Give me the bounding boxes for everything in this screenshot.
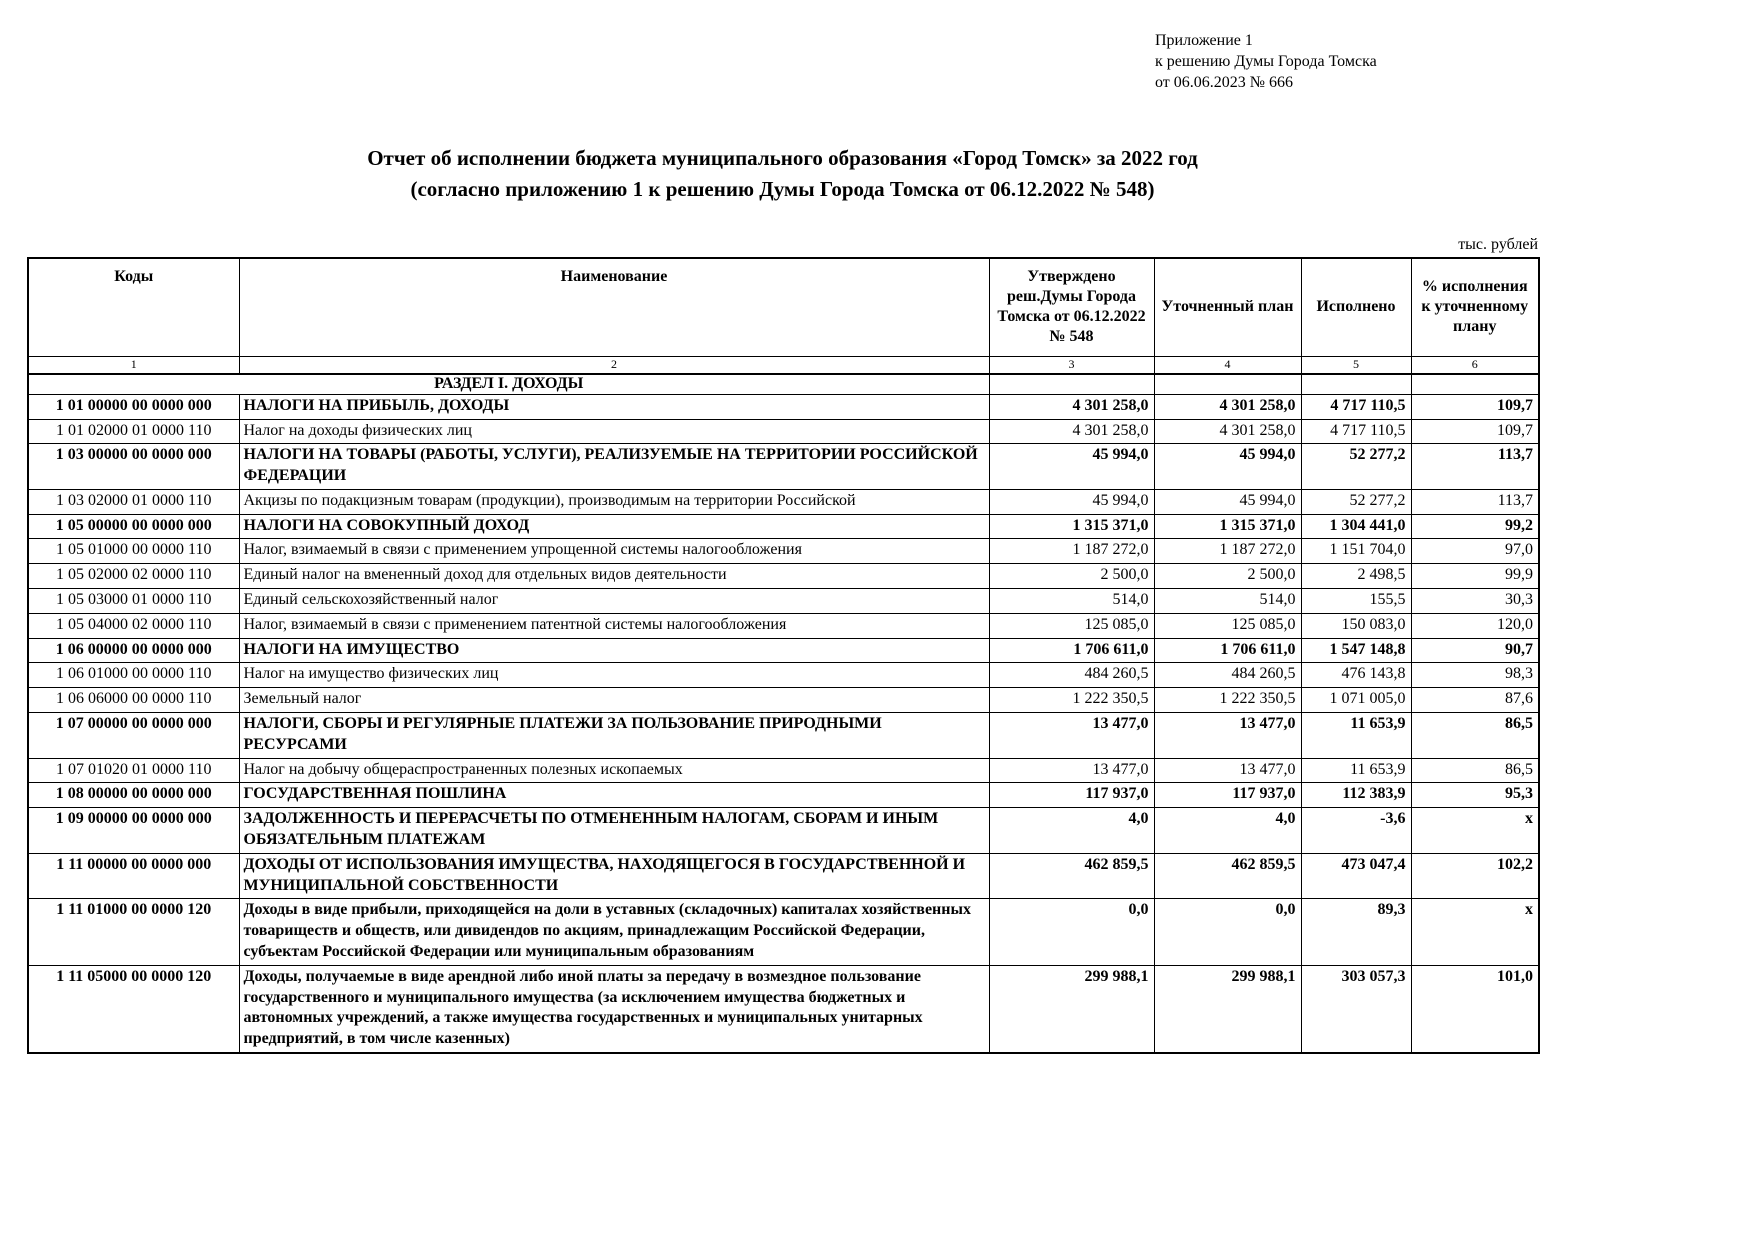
table-body bbox=[28, 394, 1539, 1053]
row-approved-cell: 1 222 350,5 bbox=[989, 688, 1154, 713]
table-row bbox=[28, 514, 1539, 539]
row-executed-cell: 1 071 005,0 bbox=[1301, 688, 1411, 713]
row-percent-cell: 30,3 bbox=[1411, 589, 1539, 614]
col-number-1: 1 bbox=[28, 356, 239, 374]
appendix-note bbox=[1155, 0, 1538, 93]
table-row bbox=[28, 394, 1539, 419]
row-approved-cell: 462 859,5 bbox=[989, 853, 1154, 899]
row-percent-cell: 90,7 bbox=[1411, 638, 1539, 663]
row-name-cell: Доходы, получаемые в виде арендной либо иной платы за передачу в возмездное пользование государственного и муниципального имущества (за исключением имущества бюджетных и автономных учреждений, а также имущества государственных и муниципальных унитарных предприятий, в том числе казенных) bbox=[239, 965, 989, 1053]
row-name-cell: Доходы в виде прибыли, приходящейся на доли в уставных (складочных) капиталах хозяйственных товариществ и обществ, или дивидендов по акциям, принадлежащим Российской Федерации, субъектам Российской Федерации или муниципальным образованиям bbox=[239, 899, 989, 965]
table-row bbox=[28, 758, 1539, 783]
row-approved-cell: 484 260,5 bbox=[989, 663, 1154, 688]
col-header-approved: Утверждено реш.Думы Города Томска от 06.12.2022 № 548 bbox=[989, 258, 1154, 356]
row-name-cell: НАЛОГИ НА ИМУЩЕСТВО bbox=[239, 638, 989, 663]
row-percent-cell: 99,2 bbox=[1411, 514, 1539, 539]
row-plan-cell: 1 315 371,0 bbox=[1154, 514, 1301, 539]
section-empty-cell bbox=[989, 374, 1154, 394]
row-plan-cell: 4 301 258,0 bbox=[1154, 394, 1301, 419]
row-percent-cell: 98,3 bbox=[1411, 663, 1539, 688]
row-plan-cell: 462 859,5 bbox=[1154, 853, 1301, 899]
row-plan-cell: 514,0 bbox=[1154, 589, 1301, 614]
row-approved-cell: 45 994,0 bbox=[989, 489, 1154, 514]
row-code-cell: 1 08 00000 00 0000 000 bbox=[28, 783, 239, 808]
row-plan-cell: 484 260,5 bbox=[1154, 663, 1301, 688]
row-plan-cell: 45 994,0 bbox=[1154, 444, 1301, 490]
row-percent-cell: 95,3 bbox=[1411, 783, 1539, 808]
appendix-note-line-1: Приложение 1 bbox=[1155, 32, 1253, 49]
table-row bbox=[28, 564, 1539, 589]
report-title-line-1: Отчет об исполнении бюджета муниципального образования «Город Томск» за 2022 год bbox=[367, 146, 1198, 171]
row-name-cell: ЗАДОЛЖЕННОСТЬ И ПЕРЕРАСЧЕТЫ ПО ОТМЕНЕННЫМ НАЛОГАМ, СБОРАМ И ИНЫМ ОБЯЗАТЕЛЬНЫМ ПЛАТЕЖАМ bbox=[239, 808, 989, 854]
row-executed-cell: 150 083,0 bbox=[1301, 613, 1411, 638]
table-row bbox=[28, 638, 1539, 663]
row-code-cell: 1 06 00000 00 0000 000 bbox=[28, 638, 239, 663]
row-executed-cell: 89,3 bbox=[1301, 899, 1411, 965]
report-title bbox=[27, 143, 1538, 204]
col-header-name: Наименование bbox=[239, 258, 989, 356]
section-empty-cell bbox=[1301, 374, 1411, 394]
row-executed-cell: 1 547 148,8 bbox=[1301, 638, 1411, 663]
row-code-cell: 1 06 06000 00 0000 110 bbox=[28, 688, 239, 713]
col-number-4: 4 bbox=[1154, 356, 1301, 374]
row-plan-cell: 1 187 272,0 bbox=[1154, 539, 1301, 564]
row-approved-cell: 2 500,0 bbox=[989, 564, 1154, 589]
table-row bbox=[28, 444, 1539, 490]
row-name-cell: Налог на добычу общераспространенных полезных ископаемых bbox=[239, 758, 989, 783]
row-plan-cell: 1 222 350,5 bbox=[1154, 688, 1301, 713]
row-approved-cell: 13 477,0 bbox=[989, 758, 1154, 783]
row-approved-cell: 1 187 272,0 bbox=[989, 539, 1154, 564]
col-number-5: 5 bbox=[1301, 356, 1411, 374]
row-approved-cell: 1 315 371,0 bbox=[989, 514, 1154, 539]
row-percent-cell: 102,2 bbox=[1411, 853, 1539, 899]
col-header-percent: % исполнения к уточненному плану bbox=[1411, 258, 1539, 356]
row-code-cell: 1 01 02000 01 0000 110 bbox=[28, 419, 239, 444]
row-approved-cell: 117 937,0 bbox=[989, 783, 1154, 808]
row-name-cell: Земельный налог bbox=[239, 688, 989, 713]
row-approved-cell: 4,0 bbox=[989, 808, 1154, 854]
row-plan-cell: 117 937,0 bbox=[1154, 783, 1301, 808]
table-row bbox=[28, 899, 1539, 965]
row-approved-cell: 4 301 258,0 bbox=[989, 419, 1154, 444]
appendix-note-line-2: к решению Думы Города Томска bbox=[1155, 53, 1377, 71]
row-executed-cell: 112 383,9 bbox=[1301, 783, 1411, 808]
col-header-plan: Уточненный план bbox=[1154, 258, 1301, 356]
table-header-row bbox=[28, 258, 1539, 356]
row-percent-cell: 87,6 bbox=[1411, 688, 1539, 713]
row-name-cell: Налог, взимаемый в связи с применением упрощенной системы налогообложения bbox=[239, 539, 989, 564]
row-plan-cell: 45 994,0 bbox=[1154, 489, 1301, 514]
row-executed-cell: 11 653,9 bbox=[1301, 713, 1411, 759]
table-row bbox=[28, 419, 1539, 444]
row-plan-cell: 2 500,0 bbox=[1154, 564, 1301, 589]
budget-report-table bbox=[27, 257, 1540, 1054]
section-title: РАЗДЕЛ I. ДОХОДЫ bbox=[28, 374, 989, 394]
row-name-cell: НАЛОГИ НА ТОВАРЫ (РАБОТЫ, УСЛУГИ), РЕАЛИЗУЕМЫЕ НА ТЕРРИТОРИИ РОССИЙСКОЙ ФЕДЕРАЦИИ bbox=[239, 444, 989, 490]
col-header-codes: Коды bbox=[28, 258, 239, 356]
table-row bbox=[28, 965, 1539, 1053]
content-area bbox=[27, 0, 1538, 1054]
row-code-cell: 1 05 04000 02 0000 110 bbox=[28, 613, 239, 638]
row-executed-cell: 11 653,9 bbox=[1301, 758, 1411, 783]
units-label: тыс. рублей bbox=[1458, 236, 1538, 254]
row-code-cell: 1 06 01000 00 0000 110 bbox=[28, 663, 239, 688]
col-number-2: 2 bbox=[239, 356, 989, 374]
row-code-cell: 1 09 00000 00 0000 000 bbox=[28, 808, 239, 854]
row-executed-cell: 52 277,2 bbox=[1301, 444, 1411, 490]
row-percent-cell: 101,0 bbox=[1411, 965, 1539, 1053]
row-percent-cell: 86,5 bbox=[1411, 758, 1539, 783]
row-approved-cell: 514,0 bbox=[989, 589, 1154, 614]
row-executed-cell: 52 277,2 bbox=[1301, 489, 1411, 514]
table-row bbox=[28, 808, 1539, 854]
table-row bbox=[28, 663, 1539, 688]
row-executed-cell: 4 717 110,5 bbox=[1301, 394, 1411, 419]
table-row bbox=[28, 489, 1539, 514]
row-code-cell: 1 05 03000 01 0000 110 bbox=[28, 589, 239, 614]
row-code-cell: 1 03 02000 01 0000 110 bbox=[28, 489, 239, 514]
row-executed-cell: 4 717 110,5 bbox=[1301, 419, 1411, 444]
row-name-cell: ГОСУДАРСТВЕННАЯ ПОШЛИНА bbox=[239, 783, 989, 808]
row-percent-cell: 86,5 bbox=[1411, 713, 1539, 759]
row-percent-cell: 120,0 bbox=[1411, 613, 1539, 638]
row-executed-cell: 303 057,3 bbox=[1301, 965, 1411, 1053]
row-code-cell: 1 11 01000 00 0000 120 bbox=[28, 899, 239, 965]
row-code-cell: 1 03 00000 00 0000 000 bbox=[28, 444, 239, 490]
row-code-cell: 1 11 05000 00 0000 120 bbox=[28, 965, 239, 1053]
row-percent-cell: x bbox=[1411, 899, 1539, 965]
row-percent-cell: 109,7 bbox=[1411, 419, 1539, 444]
table-row bbox=[28, 783, 1539, 808]
row-plan-cell: 1 706 611,0 bbox=[1154, 638, 1301, 663]
row-executed-cell: 476 143,8 bbox=[1301, 663, 1411, 688]
row-approved-cell: 13 477,0 bbox=[989, 713, 1154, 759]
row-percent-cell: 109,7 bbox=[1411, 394, 1539, 419]
row-name-cell: ДОХОДЫ ОТ ИСПОЛЬЗОВАНИЯ ИМУЩЕСТВА, НАХОДЯЩЕГОСЯ В ГОСУДАРСТВЕННОЙ И МУНИЦИПАЛЬНОЙ СОБСТВЕННОСТИ bbox=[239, 853, 989, 899]
row-percent-cell: 97,0 bbox=[1411, 539, 1539, 564]
row-code-cell: 1 07 00000 00 0000 000 bbox=[28, 713, 239, 759]
column-number-row bbox=[28, 356, 1539, 374]
row-plan-cell: 4 301 258,0 bbox=[1154, 419, 1301, 444]
col-number-3: 3 bbox=[989, 356, 1154, 374]
col-number-6: 6 bbox=[1411, 356, 1539, 374]
table-row bbox=[28, 688, 1539, 713]
row-approved-cell: 125 085,0 bbox=[989, 613, 1154, 638]
row-executed-cell: 2 498,5 bbox=[1301, 564, 1411, 589]
table-row bbox=[28, 589, 1539, 614]
row-approved-cell: 1 706 611,0 bbox=[989, 638, 1154, 663]
row-plan-cell: 13 477,0 bbox=[1154, 713, 1301, 759]
table-row bbox=[28, 613, 1539, 638]
row-name-cell: НАЛОГИ, СБОРЫ И РЕГУЛЯРНЫЕ ПЛАТЕЖИ ЗА ПОЛЬЗОВАНИЕ ПРИРОДНЫМИ РЕСУРСАМИ bbox=[239, 713, 989, 759]
row-plan-cell: 299 988,1 bbox=[1154, 965, 1301, 1053]
row-name-cell: НАЛОГИ НА ПРИБЫЛЬ, ДОХОДЫ bbox=[239, 394, 989, 419]
row-name-cell: Налог на доходы физических лиц bbox=[239, 419, 989, 444]
row-code-cell: 1 05 00000 00 0000 000 bbox=[28, 514, 239, 539]
row-percent-cell: x bbox=[1411, 808, 1539, 854]
row-plan-cell: 4,0 bbox=[1154, 808, 1301, 854]
row-executed-cell: 155,5 bbox=[1301, 589, 1411, 614]
row-percent-cell: 113,7 bbox=[1411, 444, 1539, 490]
col-header-executed: Исполнено bbox=[1301, 258, 1411, 356]
row-executed-cell: 1 304 441,0 bbox=[1301, 514, 1411, 539]
row-approved-cell: 0,0 bbox=[989, 899, 1154, 965]
row-name-cell: Единый налог на вмененный доход для отдельных видов деятельности bbox=[239, 564, 989, 589]
row-name-cell: Единый сельскохозяйственный налог bbox=[239, 589, 989, 614]
report-title-line-2: (согласно приложению 1 к решению Думы Города Томска от 06.12.2022 № 548) bbox=[410, 176, 1155, 201]
row-approved-cell: 45 994,0 bbox=[989, 444, 1154, 490]
row-code-cell: 1 11 00000 00 0000 000 bbox=[28, 853, 239, 899]
row-percent-cell: 99,9 bbox=[1411, 564, 1539, 589]
row-code-cell: 1 05 02000 02 0000 110 bbox=[28, 564, 239, 589]
table-row bbox=[28, 853, 1539, 899]
row-executed-cell: 473 047,4 bbox=[1301, 853, 1411, 899]
row-executed-cell: 1 151 704,0 bbox=[1301, 539, 1411, 564]
row-plan-cell: 0,0 bbox=[1154, 899, 1301, 965]
table-row bbox=[28, 713, 1539, 759]
row-name-cell: НАЛОГИ НА СОВОКУПНЫЙ ДОХОД bbox=[239, 514, 989, 539]
section-empty-cell bbox=[1154, 374, 1301, 394]
table-row bbox=[28, 539, 1539, 564]
appendix-note-line-3: от 06.06.2023 № 666 bbox=[1155, 74, 1294, 92]
table-header bbox=[28, 258, 1539, 394]
row-plan-cell: 13 477,0 bbox=[1154, 758, 1301, 783]
row-plan-cell: 125 085,0 bbox=[1154, 613, 1301, 638]
row-percent-cell: 113,7 bbox=[1411, 489, 1539, 514]
row-code-cell: 1 05 01000 00 0000 110 bbox=[28, 539, 239, 564]
row-code-cell: 1 07 01020 01 0000 110 bbox=[28, 758, 239, 783]
section-row bbox=[28, 374, 1539, 394]
row-executed-cell: -3,6 bbox=[1301, 808, 1411, 854]
row-name-cell: Акцизы по подакцизным товарам (продукции), производимым на территории Российской bbox=[239, 489, 989, 514]
row-approved-cell: 299 988,1 bbox=[989, 965, 1154, 1053]
section-empty-cell bbox=[1411, 374, 1539, 394]
row-name-cell: Налог на имущество физических лиц bbox=[239, 663, 989, 688]
row-name-cell: Налог, взимаемый в связи с применением патентной системы налогообложения bbox=[239, 613, 989, 638]
row-approved-cell: 4 301 258,0 bbox=[989, 394, 1154, 419]
row-code-cell: 1 01 00000 00 0000 000 bbox=[28, 394, 239, 419]
